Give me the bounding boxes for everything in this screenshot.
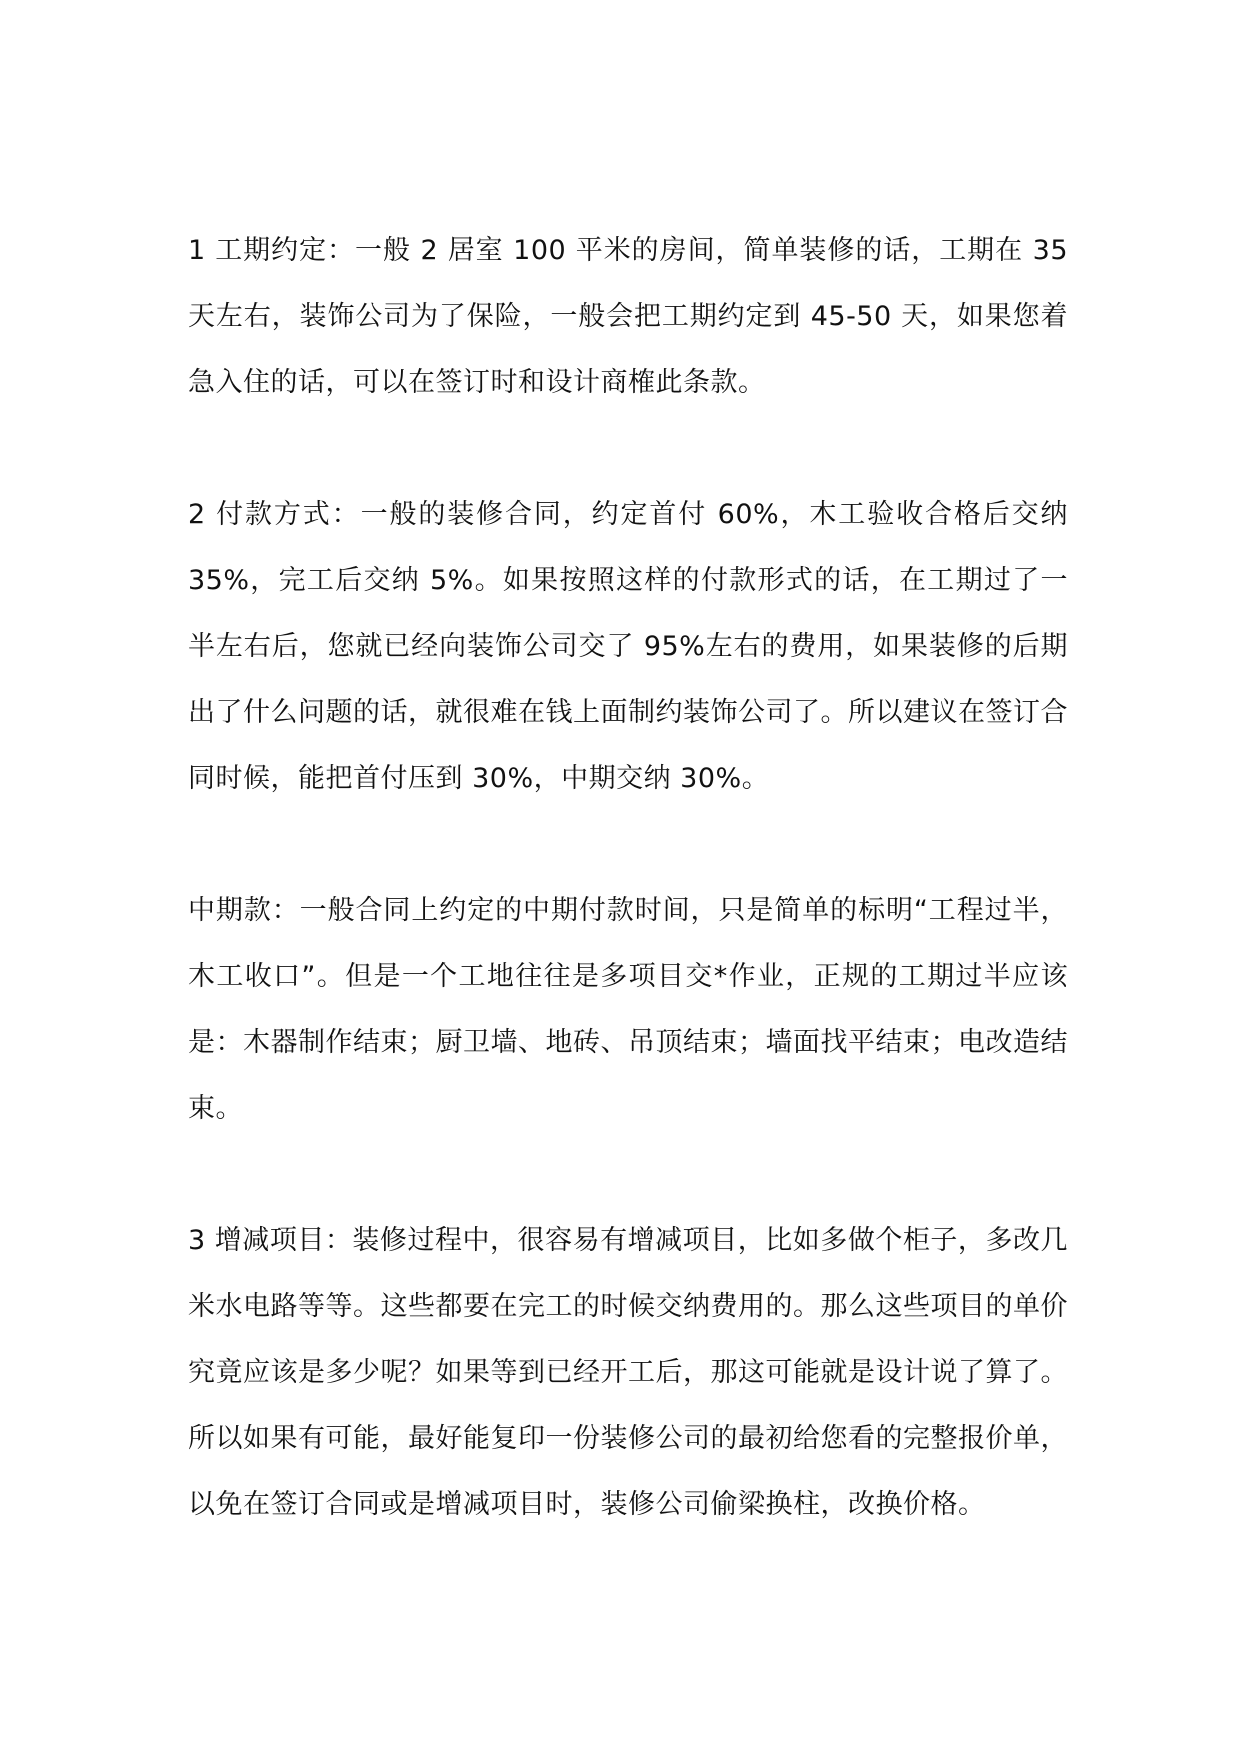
paragraph-mid-term-payment: 中期款：一般合同上约定的中期付款时间，只是简单的标明“工程过半，木工收口”。但是一个工地往往是多项目交*作业，正规的工期过半应该是：木器制作结束；厨卫墙、地砖、吊顶结束；墙面找平结束；电改造结束。: [188, 895, 1068, 1124]
paragraph-construction-period: 1 工期约定：一般 2 居室 100 平米的房间，简单装修的话，工期在 35 天左右，装饰公司为了保险，一般会把工期约定到 45-50 天，如果您着急入住的话，可以在签订时和设计商榷此条款。: [188, 235, 1068, 398]
document-body: [188, 218, 1068, 1538]
paragraph-additional-items: 3 增减项目：装修过程中，很容易有增减项目，比如多做个柜子，多改几米水电路等等。这些都要在完工的时候交纳费用的。那么这些项目的单价究竟应该是多少呢？如果等到已经开工后，那这可能就是设计说了算了。所以如果有可能，最好能复印一份装修公司的最初给您看的完整报价单，以免在签订合同或是增减项目时，装修公司偷梁换柱，改换价格。: [188, 1225, 1068, 1520]
paragraph-payment-method: 2 付款方式：一般的装修合同，约定首付 60%，木工验收合格后交纳 35%，完工后交纳 5%。如果按照这样的付款形式的话，在工期过了一半左右后，您就已经向装饰公司交了 95%左右的费用，如果装修的后期出了什么问题的话，就很难在钱上面制约装饰公司了。所以建议在签订合同时候，能把首付压到 30%，中期交纳 30%。: [188, 499, 1068, 794]
